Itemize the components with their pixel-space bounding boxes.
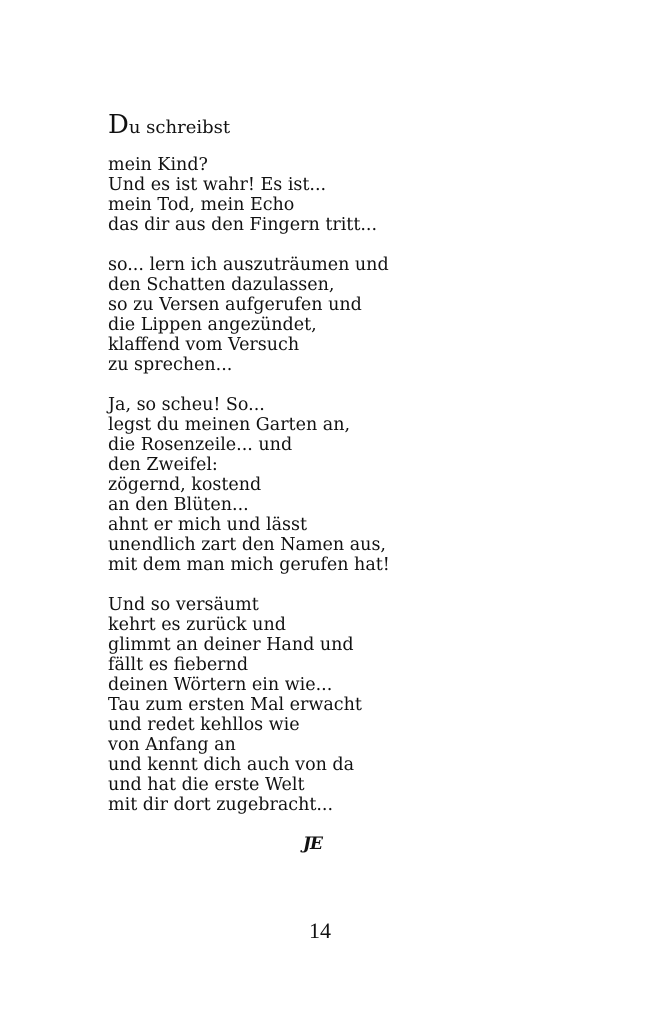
stanza [108, 255, 608, 375]
poem-line: von Anfang an [108, 735, 236, 755]
poem-line: klaffend vom Versuch [108, 335, 300, 355]
poem-title [108, 106, 230, 138]
poem-line: Und es ist wahr! Es ist... [108, 175, 327, 195]
poem-line: und hat die erste Welt [108, 775, 305, 795]
poem-line: fällt es fiebernd [108, 655, 249, 675]
page-number: 14 [309, 918, 331, 943]
poem-line: Und so versäumt [108, 595, 259, 615]
poem-line: das dir aus den Fingern tritt... [108, 215, 378, 235]
poem-line: Ja, so scheu! So... [108, 395, 265, 415]
title-initial: D [108, 110, 129, 140]
title-rest: u schreibst [128, 117, 231, 138]
stanza [108, 595, 608, 815]
poem-body [108, 155, 608, 835]
poem-line: so... lern ich auszuträumen und [108, 255, 389, 275]
poem-line: ahnt er mich und lässt [108, 515, 308, 535]
poem-line: den Zweifel: [108, 455, 218, 475]
poem-line: mit dem man mich gerufen hat! [108, 555, 390, 575]
poem-line: deinen Wörtern ein wie... [108, 675, 333, 695]
poem-line: die Lippen angezündet, [108, 315, 317, 335]
poem-line: Tau zum ersten Mal erwacht [108, 695, 362, 715]
poem-line: unendlich zart den Namen aus, [108, 535, 386, 555]
poem-line: mit dir dort zugebracht... [108, 795, 334, 815]
poem-line: zögernd, kostend [108, 475, 262, 495]
poem-line: kehrt es zurück und [108, 615, 286, 635]
poem-line: legst du meinen Garten an, [108, 415, 351, 435]
poem-line: die Rosenzeile... und [108, 435, 293, 455]
poem-line: glimmt an deiner Hand und [108, 635, 354, 655]
poem-line: den Schatten dazulassen, [108, 275, 335, 295]
poem-line: zu sprechen... [108, 355, 233, 375]
poem-line: mein Kind? [108, 155, 208, 175]
poem-line: an den Blüten... [108, 495, 249, 515]
author-signature: JE [303, 834, 323, 854]
stanza [108, 155, 608, 235]
poem-line: und kennt dich auch von da [108, 755, 355, 775]
stanza [108, 395, 608, 575]
poem-line: mein Tod, mein Echo [108, 195, 295, 215]
poem-line: und redet kehllos wie [108, 715, 300, 735]
poem-line: so zu Versen aufgerufen und [108, 295, 362, 315]
